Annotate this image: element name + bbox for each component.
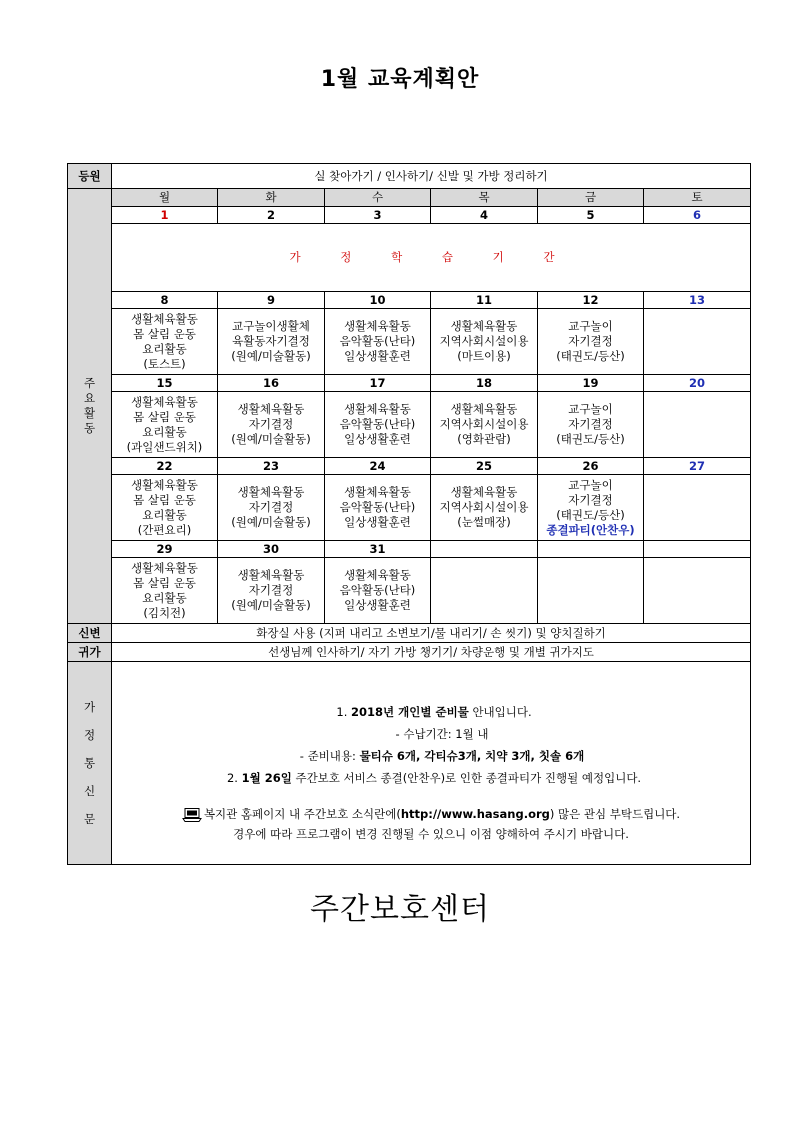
activity-cell	[112, 558, 218, 624]
toilet-row	[68, 624, 751, 643]
activity-line: (원예/미술활동)	[231, 349, 311, 363]
activity-line: 지역사회시설이용	[439, 334, 529, 348]
main-activity-label: 주 요 활 동	[68, 189, 112, 624]
activity-line: 교구놀이생활체	[232, 319, 310, 333]
date-cell: 31	[325, 541, 431, 558]
date-cell	[538, 541, 644, 558]
activity-line: (태권도/등산)	[556, 349, 625, 363]
weekday-row	[68, 189, 751, 207]
weekday-mon: 월	[112, 189, 218, 207]
date-cell	[431, 541, 538, 558]
activity-line: (마트이용)	[457, 349, 511, 363]
activity-line: 요리활동	[142, 341, 187, 356]
arrival-row	[68, 164, 751, 189]
departure-row	[68, 643, 751, 662]
activity-line: (토스트)	[143, 356, 186, 371]
activity-cell	[112, 309, 218, 375]
activity-cell	[431, 558, 538, 624]
activity-line: 생활체육활동	[450, 319, 518, 333]
activity-cell	[325, 309, 431, 375]
activity-line: (원예/미술활동)	[231, 598, 311, 612]
activity-line: 자기결정	[248, 417, 294, 431]
notice-line-6: 경우에 따라 프로그램이 변경 진행될 수 있으니 이점 양해하여 주시기 바랍니다.	[233, 827, 629, 841]
page-title: 1월 교육계획안	[320, 67, 480, 92]
week-date-row	[68, 458, 751, 475]
arrival-label: 등원	[68, 164, 112, 189]
activity-line: 생활체육활동	[131, 311, 198, 326]
activity-cell	[644, 309, 751, 375]
date-cell: 22	[112, 458, 218, 475]
date-cell: 24	[325, 458, 431, 475]
date-cell	[644, 541, 751, 558]
activity-line: 생활체육활동	[450, 402, 518, 416]
activity-cell	[538, 558, 644, 624]
activity-line: 자기결정	[248, 583, 294, 597]
activity-line: 일상생활훈련	[344, 432, 411, 446]
activity-line: 음악활동(난타)	[339, 583, 416, 597]
week-activity-row	[68, 475, 751, 541]
week-date-row	[68, 375, 751, 392]
newsletter-row	[68, 662, 751, 865]
activity-line: 몸 살림 운동	[133, 409, 196, 424]
activity-line: 교구놀이	[568, 477, 613, 492]
activity-line: 일상생활훈련	[344, 515, 411, 529]
weekday-thu: 목	[431, 189, 538, 207]
activity-cell	[112, 475, 218, 541]
activity-line: 자기결정	[568, 492, 613, 507]
activity-cell	[431, 475, 538, 541]
date-cell: 18	[431, 375, 538, 392]
date-cell: 29	[112, 541, 218, 558]
activity-line: (태권도/등산)	[556, 507, 625, 522]
activity-cell	[538, 475, 644, 541]
activity-cell	[218, 475, 325, 541]
weekday-wed: 수	[325, 189, 431, 207]
date-cell: 16	[218, 375, 325, 392]
activity-line: 생활체육활동	[131, 477, 198, 492]
activity-line: 생활체육활동	[237, 568, 305, 582]
activity-cell	[218, 558, 325, 624]
activity-line: (태권도/등산)	[556, 432, 625, 446]
activity-line: 지역사회시설이용	[439, 500, 529, 514]
activity-cell	[644, 558, 751, 624]
activity-cell	[431, 392, 538, 458]
activity-cell	[325, 558, 431, 624]
notice-line-4: 2. 1월 26일 주간보호 서비스 종결(안찬우)로 인한 종결파티가 진행될 예정입니다.	[226, 771, 642, 785]
date-cell: 8	[112, 292, 218, 309]
computer-icon	[182, 808, 202, 822]
activity-line: (김치전)	[143, 605, 186, 620]
activity-line: 지역사회시설이용	[439, 417, 529, 431]
departure-label: 귀가	[68, 643, 112, 662]
activity-line: 음악활동(난타)	[339, 334, 416, 348]
toilet-label: 신변	[68, 624, 112, 643]
notice-line-2: - 수납기간: 1월 내	[395, 727, 489, 741]
notice-line-1: 1. 2018년 개인별 준비물 안내입니다.	[336, 705, 532, 719]
activity-cell	[325, 475, 431, 541]
activity-line: (원예/미술활동)	[231, 432, 311, 446]
week-activity-row	[68, 309, 751, 375]
activity-line: 생활체육활동	[344, 319, 411, 333]
date-cell: 20	[644, 375, 751, 392]
date-cell: 11	[431, 292, 538, 309]
toilet-text: 화장실 사용 (지퍼 내리고 소변보기/물 내리기/ 손 씻기) 및 양치질하기	[112, 624, 751, 643]
date-cell: 27	[644, 458, 751, 475]
date-cell: 6	[644, 207, 751, 224]
activity-line: 생활체육활동	[237, 402, 305, 416]
activity-line: 일상생활훈련	[344, 349, 411, 363]
activity-line: 교구놀이	[568, 319, 613, 333]
closing-party-note: 종결파티(안찬우)	[546, 522, 635, 537]
activity-line: 생활체육활동	[344, 402, 411, 416]
activity-cell	[644, 392, 751, 458]
newsletter-content	[112, 662, 751, 865]
weekday-tue: 화	[218, 189, 325, 207]
notice-line-5: 복지관 홈페이지 내 주간보호 소식란에(http://www.hasang.org) 많은 관심 부탁드립니다.	[112, 805, 750, 823]
week1-date-row	[68, 207, 751, 224]
activity-cell	[538, 392, 644, 458]
activity-line: 생활체육활동	[131, 560, 198, 575]
activity-cell	[325, 392, 431, 458]
week-date-row	[68, 292, 751, 309]
activity-line: 요리활동	[142, 590, 187, 605]
activity-line: 생활체육활동	[131, 394, 198, 409]
activity-line: 일상생활훈련	[344, 598, 411, 612]
activity-line: 자기결정	[568, 417, 613, 431]
activity-line: 몸 살림 운동	[133, 492, 196, 507]
activity-line: 요리활동	[142, 507, 187, 522]
date-cell: 25	[431, 458, 538, 475]
date-cell: 10	[325, 292, 431, 309]
notice-line-3: - 준비내용: 물티슈 6개, 각티슈3개, 치약 3개, 칫솔 6개	[299, 749, 585, 763]
date-cell: 13	[644, 292, 751, 309]
activity-line: 생활체육활동	[237, 485, 305, 499]
activity-cell	[538, 309, 644, 375]
activity-line: 생활체육활동	[450, 485, 518, 499]
week-date-row	[68, 541, 751, 558]
newsletter-label: 가 정 통 신 문	[68, 662, 112, 865]
activity-line: (영화관람)	[457, 432, 511, 446]
activity-line: 교구놀이	[568, 402, 613, 416]
activity-line: (간편요리)	[137, 522, 192, 537]
arrival-text: 실 찾아가기 / 인사하기/ 신발 및 가방 정리하기	[112, 164, 751, 189]
education-plan-table	[67, 163, 751, 865]
activity-line: 생활체육활동	[344, 485, 411, 499]
date-cell: 30	[218, 541, 325, 558]
date-cell: 4	[431, 207, 538, 224]
activity-cell	[112, 392, 218, 458]
date-cell: 9	[218, 292, 325, 309]
date-cell: 26	[538, 458, 644, 475]
activity-cell	[431, 309, 538, 375]
activity-cell	[218, 392, 325, 458]
week-activity-row	[68, 392, 751, 458]
weekday-fri: 금	[538, 189, 644, 207]
week-activity-row	[68, 558, 751, 624]
activity-line: 자기결정	[248, 500, 294, 514]
activity-line: (원예/미술활동)	[231, 515, 311, 529]
activity-line: 요리활동	[142, 424, 187, 439]
activity-line: (과일샌드위치)	[126, 439, 203, 454]
activity-line: 자기결정	[568, 334, 613, 348]
activity-line: 음악활동(난타)	[339, 417, 416, 431]
date-cell: 5	[538, 207, 644, 224]
center-name: 주간보호센터	[310, 892, 490, 927]
home-study-row	[68, 224, 751, 292]
weekday-sat: 토	[644, 189, 751, 207]
activity-line: 음악활동(난타)	[339, 500, 416, 514]
activity-cell	[644, 475, 751, 541]
activity-line: 육활동자기결정	[232, 334, 310, 348]
departure-text: 선생님께 인사하기/ 자기 가방 챙기기/ 차량운행 및 개별 귀가지도	[112, 643, 751, 662]
activity-line: 몸 살림 운동	[133, 326, 196, 341]
activity-line: (눈썰매장)	[457, 515, 511, 529]
date-cell: 1	[112, 207, 218, 224]
date-cell: 12	[538, 292, 644, 309]
date-cell: 3	[325, 207, 431, 224]
date-cell: 19	[538, 375, 644, 392]
date-cell: 23	[218, 458, 325, 475]
home-study-period: 가 정 학 습 기 간	[112, 224, 751, 292]
date-cell: 15	[112, 375, 218, 392]
date-cell: 17	[325, 375, 431, 392]
activity-line: 몸 살림 운동	[133, 575, 196, 590]
date-cell: 2	[218, 207, 325, 224]
activity-line: 생활체육활동	[344, 568, 411, 582]
activity-cell	[218, 309, 325, 375]
